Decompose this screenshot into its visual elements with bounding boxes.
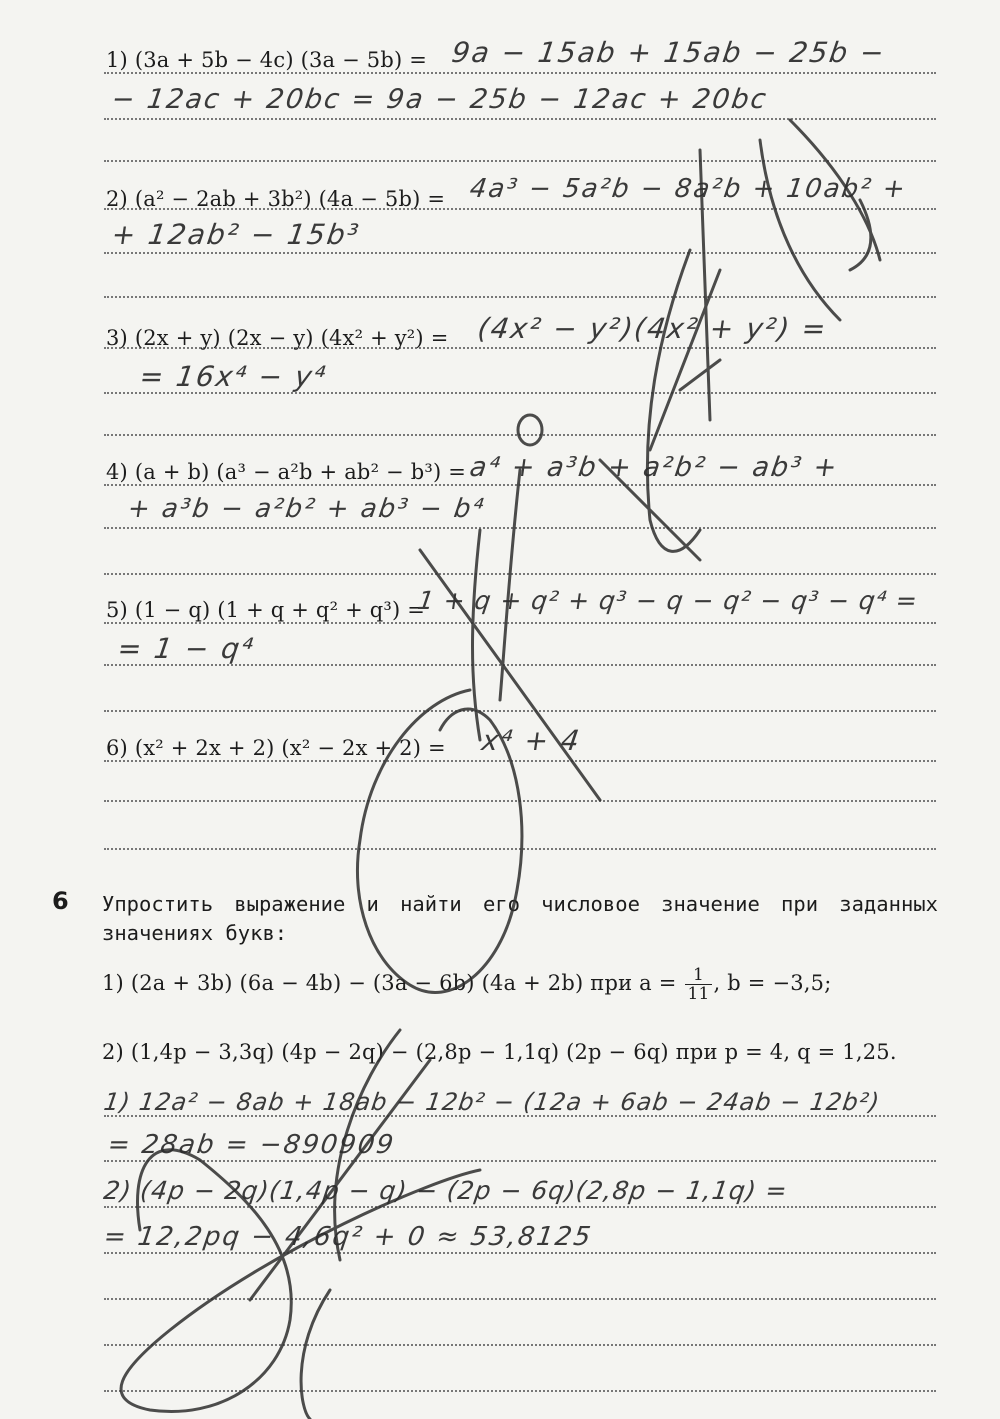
writing-line [104,573,936,575]
answer-5-line-2: = 1 − q⁴ [115,632,257,665]
problem-3: 3) (2x + y) (2x − y) (4x² + y²) = [106,326,449,350]
answer-4-line-2: + a³b − a²b² + ab³ − b⁴ [125,494,488,524]
fraction [685,966,711,1003]
problem-2: 2) (a² − 2ab + 3b²) (4a − 5b) = [106,187,446,211]
writing-line [104,710,936,712]
scribble-stroke [473,530,481,740]
task6-item-1-suffix: , b = −3,5; [713,971,832,995]
fraction-numerator: 1 [685,966,711,985]
writing-line [104,622,936,624]
solution-1-line-1: 1) 12a² − 8ab + 18ab − 12b² − (12a + 6ab − 24ab − 12b²) [102,1088,882,1116]
scribble-stroke [760,140,840,320]
writing-line [104,118,936,120]
task6-item-2: 2) (1,4p − 3,3q) (4p − 2q) − (2,8p − 1,1q) (2p − 6q) при p = 4, q = 1,25. [102,1040,897,1064]
writing-line [104,760,936,762]
writing-line [104,527,936,529]
task-number: 6 [52,887,69,915]
writing-line [104,1390,936,1392]
fraction-denominator: 11 [687,984,710,1004]
writing-line [104,160,936,162]
writing-line [104,1252,936,1254]
answer-6-line-1: x⁴ + 4 [479,724,584,757]
writing-line [104,1344,936,1346]
scribble-stroke [518,415,542,445]
scribble-stroke [680,360,720,390]
scribble-stroke [301,1290,330,1419]
answer-4-line-1: a⁴ + a³b + a²b² − ab³ + [467,452,841,483]
solution-2-line-2: = 12,2pq − 4,6q² + 0 ≈ 53,8125 [101,1222,595,1252]
task6-item-1 [102,966,832,1003]
scribble-stroke [850,200,871,270]
answer-2-line-2: + 12ab² − 15b³ [109,218,363,251]
solution-1-line-2: = 28ab = −890909 [105,1130,398,1160]
answer-1-line-1: 9a − 15ab + 15ab − 25b − [449,36,888,69]
answer-2-line-1: 4a³ − 5a²b − 8a²b + 10ab² + [467,174,909,204]
problem-5: 5) (1 − q) (1 + q + q² + q³) = [106,598,426,622]
writing-line [104,296,936,298]
writing-line [104,252,936,254]
answer-5-line-1: 1 + q + q² + q³ − q − q² − q³ − q⁴ = [415,586,920,615]
problem-4: 4) (a + b) (a³ − a²b + ab² − b³) = [106,460,467,484]
writing-line [104,1298,936,1300]
problem-6: 6) (x² + 2x + 2) (x² − 2x + 2) = [106,736,446,760]
answer-3-line-1: (4x² − y²)(4x² + y²) = [475,312,830,345]
task6-item-1-prefix: 1) (2a + 3b) (6a − 4b) − (3a − 6b) (4a + 2b) при a = [102,971,677,995]
writing-line [104,72,936,74]
answer-1-line-2: − 12ac + 20bc = 9a − 25b − 12ac + 20bc [109,84,770,115]
writing-line [104,848,936,850]
task-statement: Упростить выражение и найти его числовое значение при заданных значениях букв: [102,892,938,945]
writing-line [104,484,936,486]
solution-2-line-1: 2) (4p − 2q)(1,4p − q) − (2p − 6q)(2,8p − 1,1q) = [101,1176,790,1205]
writing-line [104,1160,936,1162]
writing-line [104,1206,936,1208]
writing-line [104,800,936,802]
writing-line [104,434,936,436]
answer-3-line-2: = 16x⁴ − y⁴ [137,360,330,393]
problem-1: 1) (3a + 5b − 4c) (3a − 5b) = [106,48,428,72]
